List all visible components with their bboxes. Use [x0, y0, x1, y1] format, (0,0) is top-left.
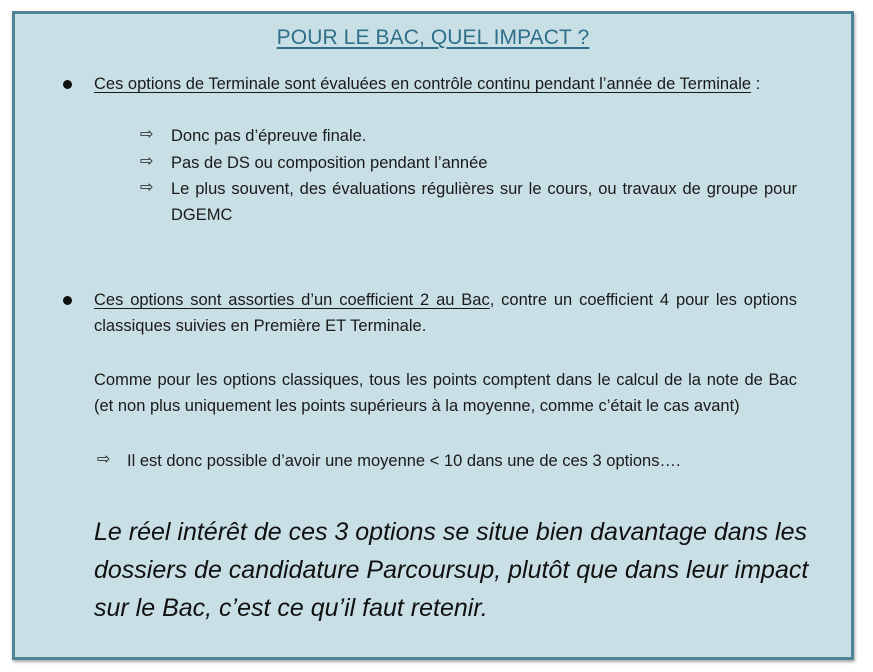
- section2-lead: [94, 287, 797, 339]
- section1-subitem-1: Donc pas d’épreuve finale.: [171, 127, 367, 145]
- conclusion-text: Le réel intérêt de ces 3 options se situe bien davantage dans les dossiers de candidature Parcoursup, plutôt que dans leur impact sur le Bac, c’est ce qu’il faut retenir.: [94, 518, 809, 622]
- right-arrow-outline-icon: ⇨: [97, 451, 111, 468]
- section2-lead-underlined: Ces options sont assorties d’un coefficient 2 au Bac: [94, 291, 490, 309]
- section1-subitem-3: Le plus souvent, des évaluations régulières sur le cours, ou travaux de groupe pour DGEMC: [171, 180, 797, 224]
- section2-arrow-item: Il est donc possible d’avoir une moyenne < 10 dans une de ces 3 options….: [127, 452, 681, 470]
- bullet-icon: [63, 296, 72, 305]
- section1-subitem-2: Pas de DS ou composition pendant l’année: [171, 154, 488, 172]
- section2-lead-rest: , contre un coefficient 4 pour les options classiques suivies en Première ET Terminale.: [94, 291, 797, 335]
- bullet-icon: [63, 80, 72, 89]
- info-box: [12, 11, 854, 660]
- section1-lead: [94, 71, 797, 97]
- section1-lead-suffix: :: [751, 75, 761, 93]
- section2-paragraph: Comme pour les options classiques, tous les points comptent dans le calcul de la note de Bac (et non plus uniquement les points supérieurs à la moyenne, comme c’était le cas avant): [94, 371, 797, 415]
- right-arrow-outline-icon: ⇨: [140, 179, 154, 196]
- page-title: POUR LE BAC, QUEL IMPACT ?: [276, 26, 590, 49]
- section1-lead-underlined: Ces options de Terminale sont évaluées en contrôle continu pendant l’année de Terminale: [94, 75, 752, 93]
- right-arrow-outline-icon: ⇨: [140, 126, 154, 143]
- right-arrow-outline-icon: ⇨: [140, 153, 154, 170]
